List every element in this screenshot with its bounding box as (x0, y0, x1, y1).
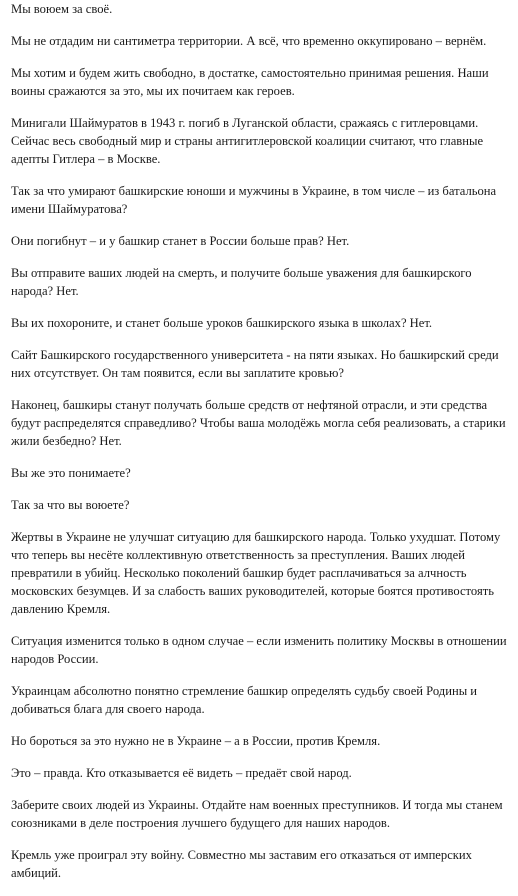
paragraph: Вы же это понимаете? (11, 466, 131, 480)
paragraph: Мы не отдадим ни сантиметра территории. А всё, что временно оккупировано – вернём. (11, 34, 487, 48)
paragraph: Украинцам абсолютно понятно стремление башкир определять судьбу своей Родины и добиваться блага для своего народа. (11, 684, 478, 716)
paragraph: Вы отправите ваших людей на смерть, и получите больше уважения для башкирского народа? Нет. (11, 266, 472, 298)
paragraph: Кремль уже проиграл эту войну. Совместно мы заставим его отказаться от имперских амбиций. (11, 848, 472, 880)
paragraph: Но бороться за это нужно не в Украине – а в России, против Кремля. (11, 734, 381, 748)
paragraph: Сайт Башкирского государственного университета - на пяти языках. Но башкирский среди них отсутствует. Он там появится, если вы заплатите кровью? (11, 348, 499, 380)
paragraph: Минигали Шаймуратов в 1943 г. погиб в Луганской области, сражаясь с гитлеровцами. Сейчас весь свободный мир и страны антигитлеровской коалиции считают, что главные адепты Гитлера – в Москве. (11, 116, 484, 166)
paragraph: Наконец, башкиры станут получать больше средств от нефтяной отрасли, и эти средства будут распределятся справедливо? Чтобы ваша молодёжь могла себя реализовать, а старики жили безбедно? Нет. (11, 398, 506, 448)
paragraph: Мы воюем за своё. (11, 2, 113, 16)
paragraph: Так за что вы воюете? (11, 498, 130, 512)
paragraph: Вы их похороните, и станет больше уроков башкирского языка в школах? Нет. (11, 316, 433, 330)
paragraph: Ситуация изменится только в одном случае – если изменить политику Москвы в отношении народов России. (11, 634, 507, 666)
paragraph: Так за что умирают башкирские юноши и мужчины в Украине, в том числе – из батальона имени Шаймуратова? (11, 184, 497, 216)
paragraph: Заберите своих людей из Украины. Отдайте нам военных преступников. И тогда мы станем союзниками в деле построения лучшего будущего для наших народов. (11, 798, 503, 830)
paragraph: Жертвы в Украине не улучшат ситуацию для башкирского народа. Только ухудшат. Потому что теперь вы несёте коллективную ответственность за преступления. Ваших людей превратили в убийц. Несколько поколений башкир будет расплачиваться за алчность московских безумцев. И за слабость ваших руководителей, которые боятся противостоять давлению Кремля. (11, 530, 501, 616)
paragraph: Мы хотим и будем жить свободно, в достатке, самостоятельно принимая решения. Наши воины сражаются за это, мы их почитаем как героев. (11, 66, 489, 98)
paragraph: Они погибнут – и у башкир станет в России больше прав? Нет. (11, 234, 350, 248)
document-body (11, 0, 509, 896)
paragraph: Это – правда. Кто отказывается её видеть – предаёт свой народ. (11, 766, 352, 780)
